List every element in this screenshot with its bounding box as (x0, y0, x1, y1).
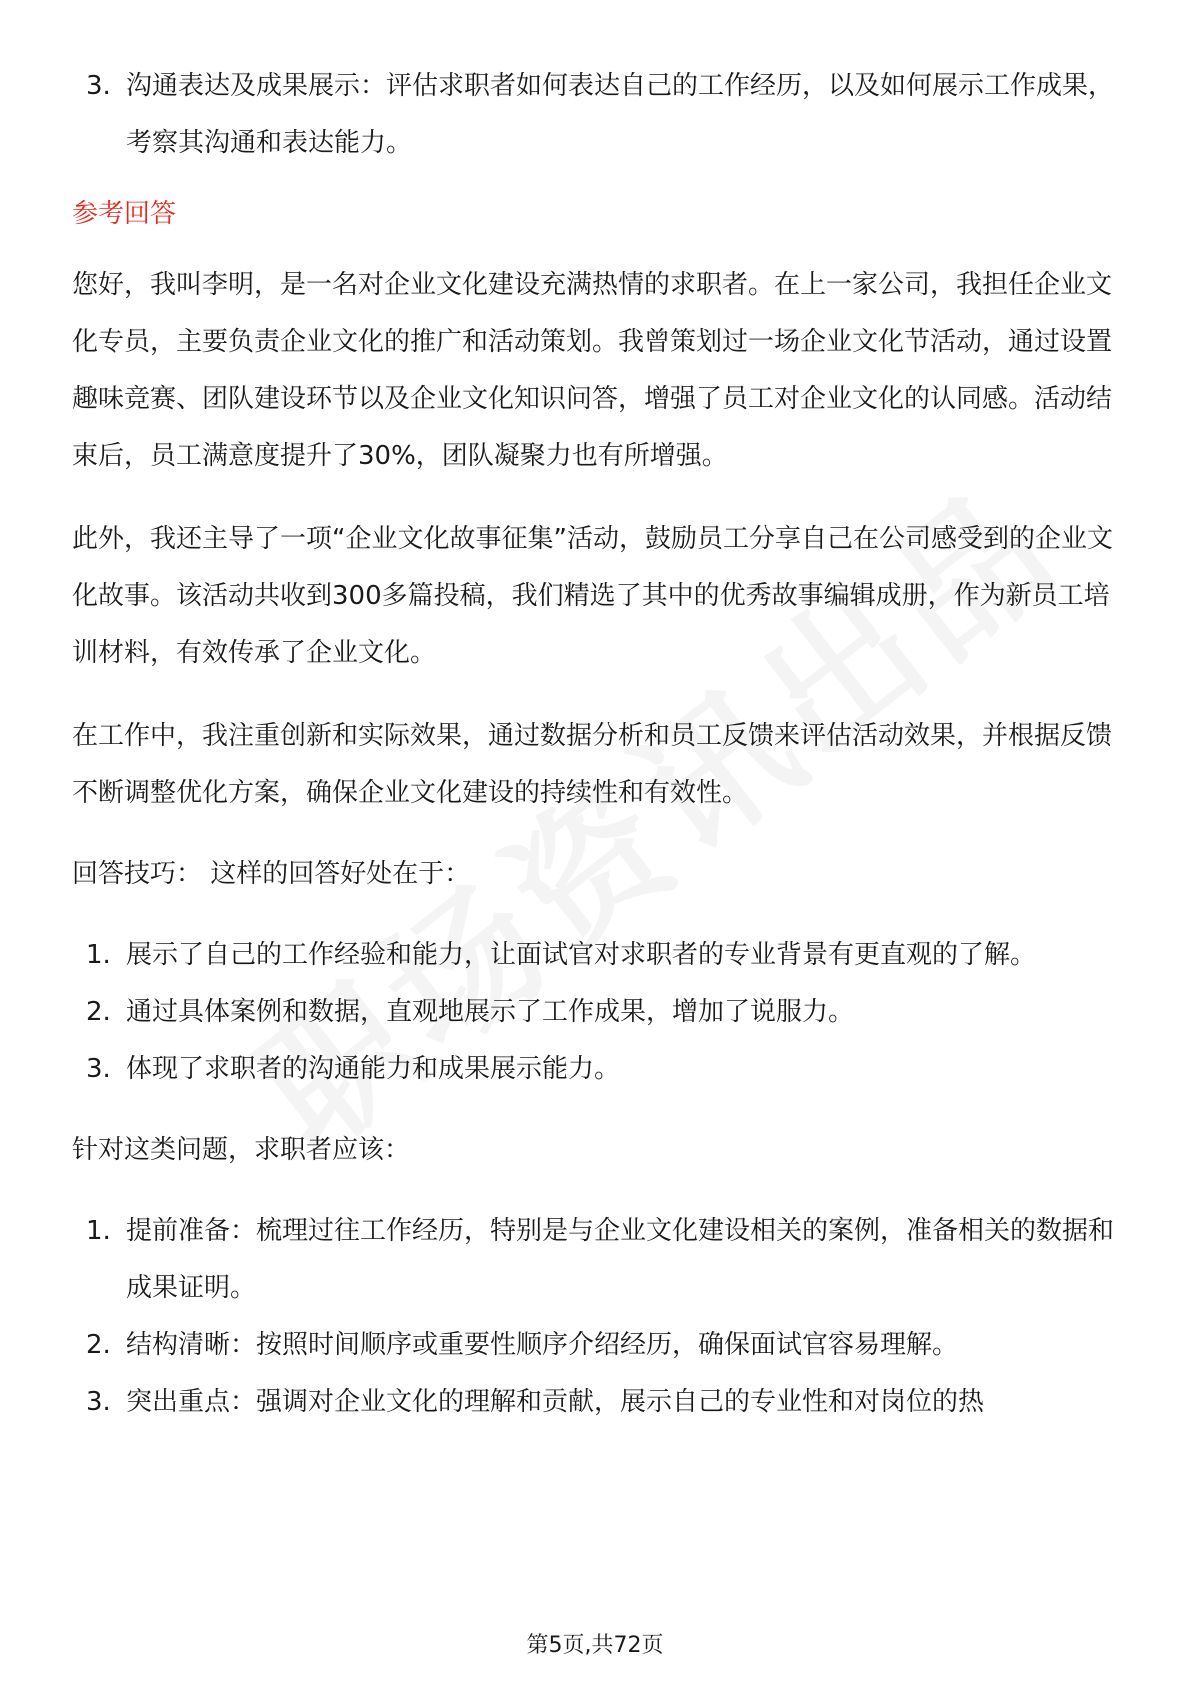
list-text: 展示了自己的工作经验和能力，让面试官对求职者的专业背景有更直观的了解。 (126, 940, 1037, 970)
advice-intro: 针对这类问题，求职者应该： (72, 1135, 411, 1165)
section-heading-reference: 参考回答 (72, 199, 177, 229)
paragraph: 此外，我还主导了一项“企业文化故事征集”活动，鼓励员工分享自己在公司感受到的企业文化故事。该活动共收到300多篇投稿，我们精选了其中的优秀故事编辑成册，作为新员工培训材料，有效传承了企业文化。 (72, 524, 1113, 668)
paragraph: 在工作中，我注重创新和实际效果，通过数据分析和员工反馈来评估活动效果，并根据反馈不断调整优化方案，确保企业文化建设的持续性和有效性。 (72, 721, 1113, 808)
list-number: 3. (86, 71, 111, 101)
list-text: 体现了求职者的沟通能力和成果展示能力。 (126, 1054, 621, 1084)
page-number-footer: 第5页,共72页 (526, 1633, 664, 1658)
list-number: 2. (86, 1330, 111, 1360)
list-text: 结构清晰：按照时间顺序或重要性顺序介绍经历，确保面试官容易理解。 (126, 1330, 959, 1360)
list-item (72, 1317, 1118, 1374)
list-text: 通过具体案例和数据，直观地展示了工作成果，增加了说服力。 (126, 997, 855, 1027)
list-number: 1. (86, 1216, 111, 1246)
list-text: 提前准备：梳理过往工作经历，特别是与企业文化建设相关的案例，准备相关的数据和成果证明。 (126, 1216, 1115, 1303)
list-item (72, 1203, 1118, 1317)
list-item (72, 58, 1118, 172)
list-item (72, 1041, 1118, 1098)
list-number: 3. (86, 1054, 111, 1084)
paragraph: 您好，我叫李明，是一名对企业文化建设充满热情的求职者。在上一家公司，我担任企业文化专员，主要负责企业文化的推广和活动策划。我曾策划过一场企业文化节活动，通过设置趣味竞赛、团队建设环节以及企业文化知识问答，增强了员工对企业文化的认同感。活动结束后，员工满意度提升了30%，团队凝聚力也有所增强。 (72, 270, 1113, 471)
list-item (72, 1374, 1118, 1431)
list-item (72, 984, 1118, 1041)
list-item (72, 927, 1118, 984)
tips-intro: 回答技巧： 这样的回答好处在于： (72, 859, 471, 889)
list-text: 沟通表达及成果展示：评估求职者如何表达自己的工作经历，以及如何展示工作成果，考察其沟通和表达能力。 (126, 71, 1115, 158)
list-number: 2. (86, 997, 111, 1027)
list-number: 1. (86, 940, 111, 970)
list-number: 3. (86, 1387, 111, 1417)
page-content (72, 58, 1118, 1431)
list-text: 突出重点：强调对企业文化的理解和贡献，展示自己的专业性和对岗位的热 (126, 1387, 985, 1417)
